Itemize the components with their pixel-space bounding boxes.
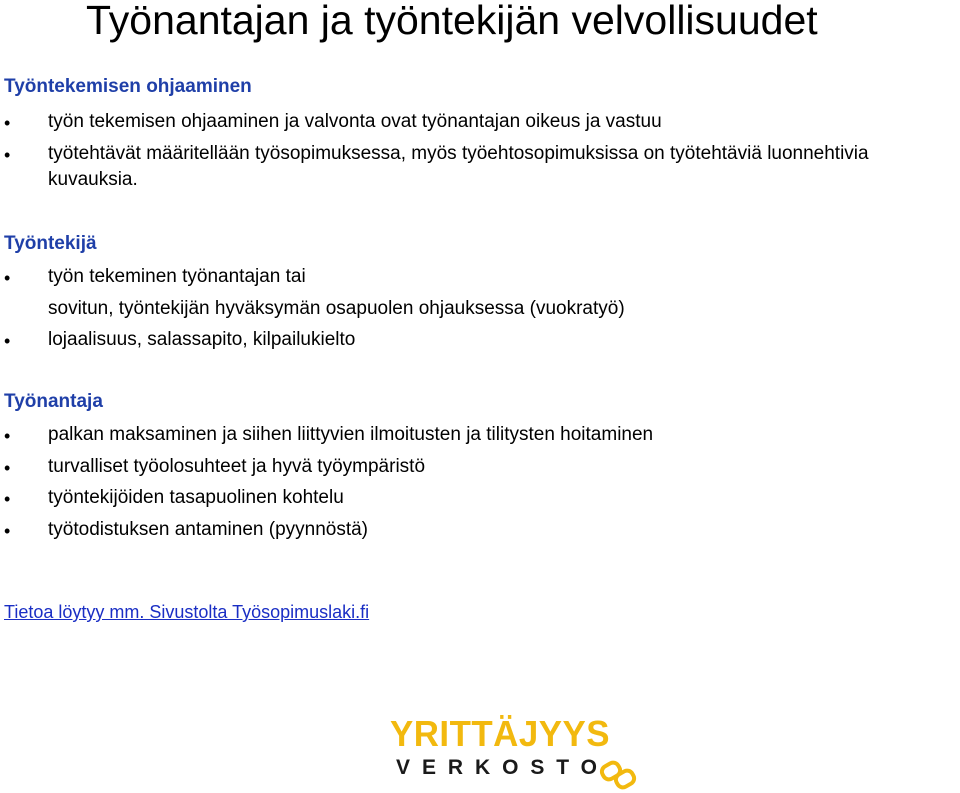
list-item: lojaalisuus, salassapito, kilpailukielto [48,329,356,350]
list-item: työtehtävät määritellään työsopimuksessa, myös työehtosopimuksissa on työtehtäviä luonnehtivia kuvauksia. [48,143,869,190]
bullet-icon: • [4,426,11,446]
list-item: työntekijöiden tasapuolinen kohtelu [48,487,344,508]
list-item-continuation: sovitun, työntekijän hyväksymän osapuolen ohjauksessa (vuokratyö) [48,298,625,319]
logo-line2: VERKOSTO [396,756,606,779]
list-item: työtodistuksen antaminen (pyynnöstä) [48,519,369,540]
bullet-icon: • [4,268,11,288]
bullet-icon: • [4,113,11,133]
section-heading-tyontekija: Työntekijä [4,233,97,254]
page-title: Työnantajan ja työntekijän velvollisuudet [86,0,818,43]
yrittajyys-verkosto-logo [390,712,645,792]
section-heading-tyontekemisen-ohjaaminen: Työntekemisen ohjaaminen [4,76,252,97]
tyosopimuslaki-link[interactable]: Tietoa löytyy mm. Sivustolta Työsopimuslaki.fi [4,602,370,622]
bullet-icon: • [4,331,11,351]
list-item: palkan maksaminen ja siihen liittyvien ilmoitusten ja tilitysten hoitaminen [48,424,654,445]
chain-link-icon [600,760,637,789]
list-item: työn tekeminen työnantajan tai [48,266,306,287]
bullet-icon: • [4,521,11,541]
bullet-icon: • [4,145,11,165]
list-item: turvalliset työolosuhteet ja hyvä työympäristö [48,456,426,477]
bullet-icon: • [4,458,11,478]
list-item: työn tekemisen ohjaaminen ja valvonta ovat työnantajan oikeus ja vastuu [48,111,662,132]
logo-line1: YRITTÄJYYS [390,713,610,754]
bullet-icon: • [4,489,11,509]
section-heading-tyonantaja: Työnantaja [4,391,103,412]
